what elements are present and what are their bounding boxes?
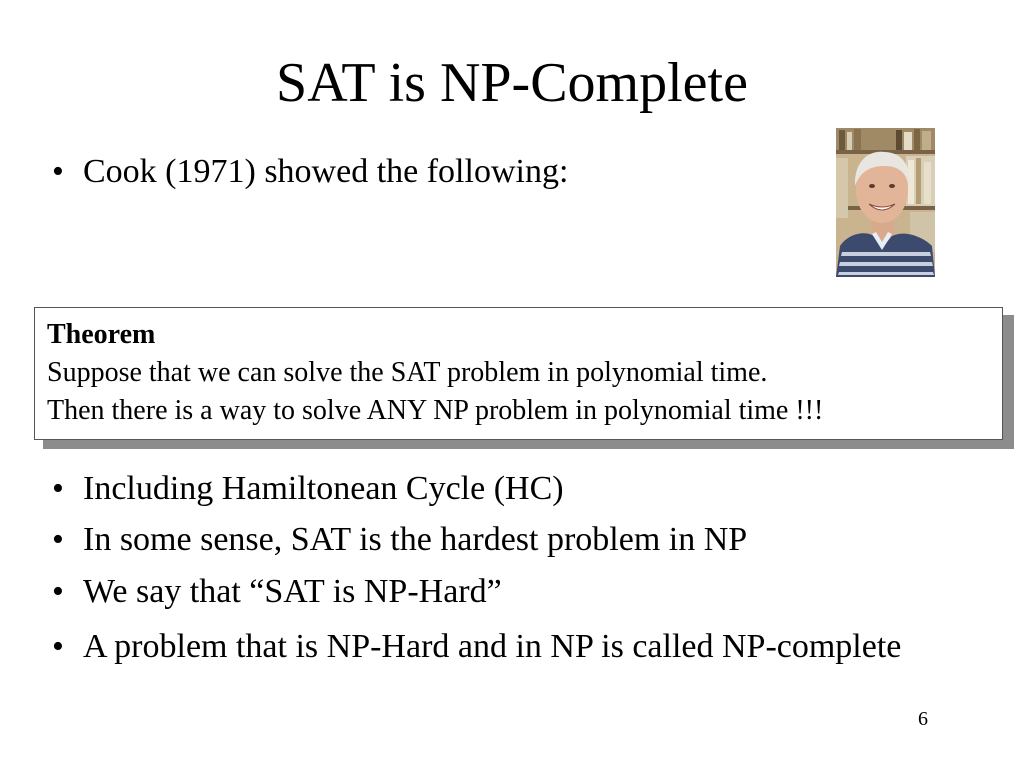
portrait-image — [836, 128, 935, 277]
bullet-text: Including Hamiltonean Cycle (HC) — [83, 470, 564, 507]
theorem-line-1: Suppose that we can solve the SAT problem in polynomial time. — [47, 357, 768, 388]
slide-title: SAT is NP-Complete — [276, 52, 748, 114]
bullet-item — [43, 152, 568, 192]
page-number: 6 — [918, 708, 928, 730]
bullet-dot: • — [52, 470, 64, 507]
bullet-text: We say that “SAT is NP-Hard” — [83, 573, 502, 610]
bullet-dot: • — [52, 573, 64, 610]
bullet-item — [43, 520, 747, 560]
bullet-item — [43, 626, 963, 668]
theorem-heading: Theorem — [47, 319, 156, 350]
portrait-photo — [836, 128, 935, 277]
bullet-text: In some sense, SAT is the hardest problem in NP — [83, 521, 748, 558]
bullet-dot: • — [52, 153, 64, 190]
bullet-text: A problem that is NP-Hard and in NP is called NP-complete — [83, 628, 902, 665]
theorem-line-2: Then there is a way to solve ANY NP problem in polynomial time !!! — [47, 395, 824, 426]
theorem-box — [34, 307, 1003, 440]
bullet-dot: • — [52, 628, 64, 665]
bullet-dot: • — [52, 521, 64, 558]
bullet-item — [43, 572, 502, 612]
bullet-item — [43, 469, 564, 509]
bullet-text: Cook (1971) showed the following: — [83, 153, 569, 190]
